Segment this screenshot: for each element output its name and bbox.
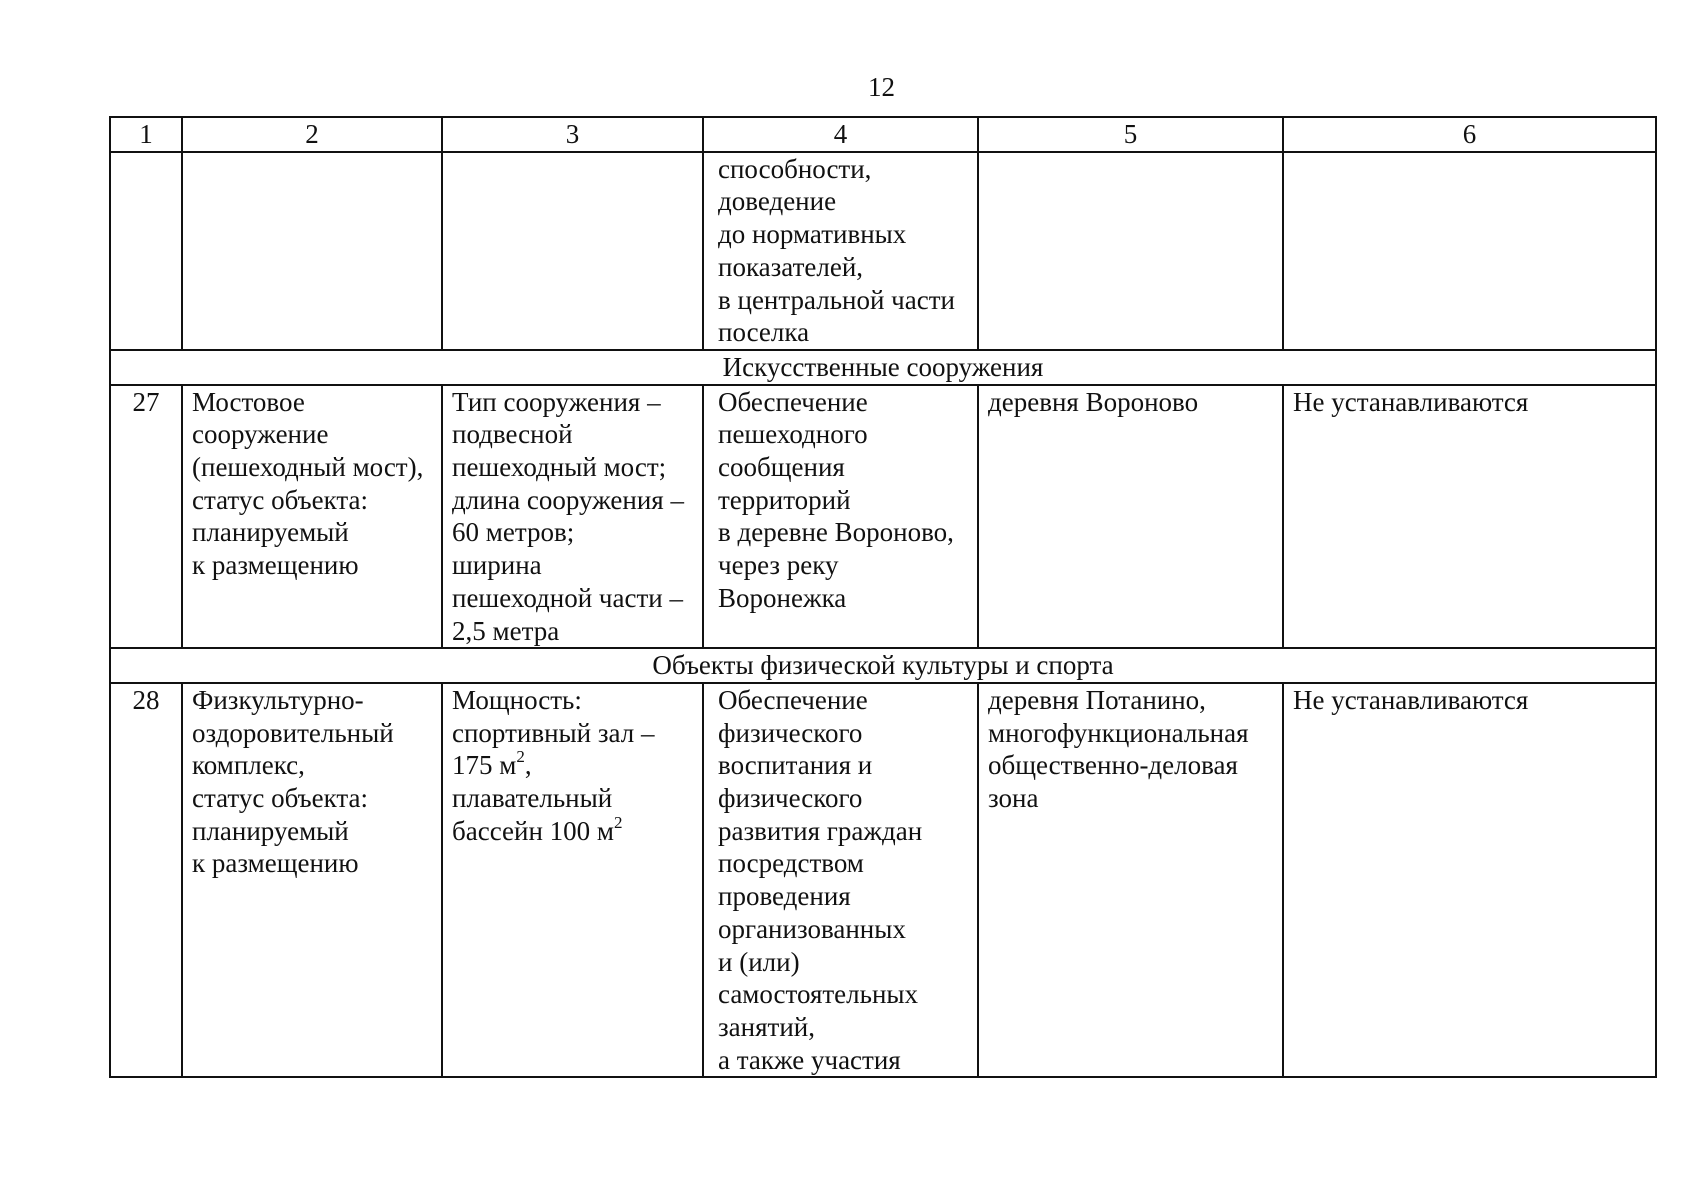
table-cell [1283, 152, 1656, 350]
object-name-cell: Мостовое сооружение (пешеходный мост), статус объекта: планируемый к размещению [182, 385, 442, 649]
column-number: 6 [1283, 117, 1656, 152]
continuation-row [110, 152, 1656, 350]
column-number-row [110, 117, 1656, 152]
zone-cell: Не устанавливаются [1283, 683, 1656, 1077]
column-number: 3 [442, 117, 703, 152]
row-number: 28 [110, 683, 182, 1077]
location-cell: деревня Потанино, многофункциональная общественно-деловая зона [978, 683, 1283, 1077]
column-number: 1 [110, 117, 182, 152]
table-cell [182, 152, 442, 350]
table-cell [978, 152, 1283, 350]
purpose-cell: Обеспечение физического воспитания и физического развития граждан посредством проведения организованных и (или) самостоятельных занятий, а также участия [703, 683, 978, 1077]
object-name-cell: Физкультурно- оздоровительный комплекс, статус объекта: планируемый к размещению [182, 683, 442, 1077]
zone-cell: Не устанавливаются [1283, 385, 1656, 649]
column-number: 2 [182, 117, 442, 152]
section-row [110, 648, 1656, 683]
purpose-cell: Обеспечение пешеходного сообщения территорий в деревне Вороново, через реку Воронежка [703, 385, 978, 649]
table-row [110, 683, 1656, 1077]
page-number: 12 [868, 72, 895, 102]
column-number: 4 [703, 117, 978, 152]
characteristics-cell: Тип сооружения – подвесной пешеходный мост; длина сооружения – 60 метров; ширина пешеходной части – 2,5 метра [442, 385, 703, 649]
table-cell [110, 152, 182, 350]
row-number: 27 [110, 385, 182, 649]
characteristics-cell: Мощность: спортивный зал – 175 $м^2$, плавательный бассейн 100 $м^2$ [442, 683, 703, 1077]
table-cell [442, 152, 703, 350]
planned-objects-table [109, 116, 1657, 1078]
purpose-cell: способности, доведение до нормативных показателей, в центральной части поселка [703, 152, 978, 350]
column-number: 5 [978, 117, 1283, 152]
section-row [110, 350, 1656, 385]
location-cell: деревня Вороново [978, 385, 1283, 649]
section-title: Искусственные сооружения [110, 350, 1656, 385]
table-row [110, 385, 1656, 649]
section-title: Объекты физической культуры и спорта [110, 648, 1656, 683]
